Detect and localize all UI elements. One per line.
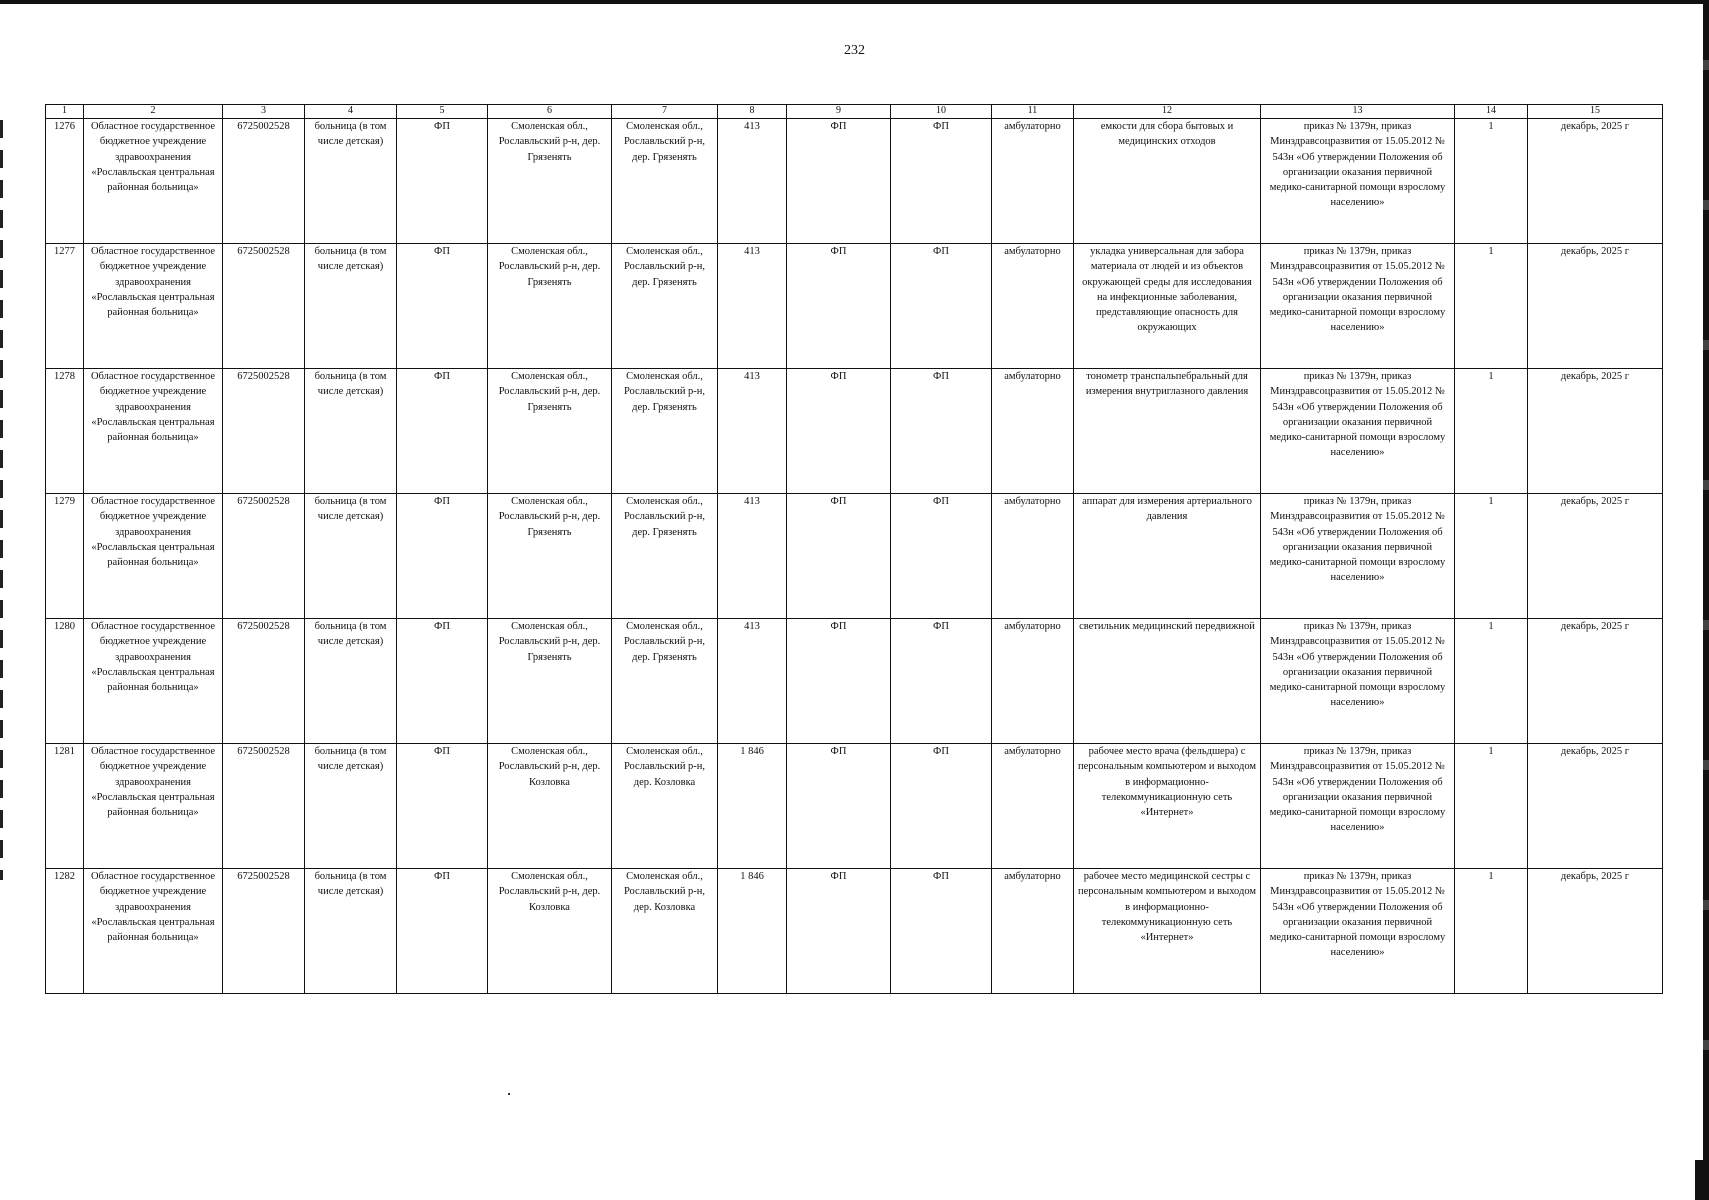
- column-10-value: ФП: [891, 494, 992, 619]
- address-secondary: Смоленская обл., Рославльский р-н, дер. Грязенять: [612, 494, 718, 619]
- unit-kind: ФП: [397, 244, 488, 369]
- address-primary: Смоленская обл., Рославльский р-н, дер. Грязенять: [488, 494, 612, 619]
- due-date: декабрь, 2025 г: [1528, 744, 1663, 869]
- due-date: декабрь, 2025 г: [1528, 369, 1663, 494]
- quantity: 1: [1455, 244, 1528, 369]
- care-condition: амбулаторно: [992, 869, 1074, 994]
- population: 413: [718, 119, 787, 244]
- equipment-name: тонометр транспальпебральный для измерения внутриглазного давления: [1074, 369, 1261, 494]
- facility-type: больница (в том числе детская): [305, 494, 397, 619]
- table-row: [46, 119, 1663, 244]
- column-header: 8: [718, 105, 787, 119]
- column-header: 9: [787, 105, 891, 119]
- table-row: [46, 744, 1663, 869]
- due-date: декабрь, 2025 г: [1528, 494, 1663, 619]
- table-row: [46, 369, 1663, 494]
- quantity: 1: [1455, 119, 1528, 244]
- regulatory-order: приказ № 1379н, приказ Минздравсоцразвития от 15.05.2012 № 543н «Об утверждении Положения об организации оказания первичной медико-санитарной помощи взрослому населению»: [1261, 744, 1455, 869]
- inn-code: 6725002528: [223, 869, 305, 994]
- scan-edge-mark: [1695, 1160, 1709, 1200]
- unit-kind: ФП: [397, 619, 488, 744]
- column-10-value: ФП: [891, 369, 992, 494]
- organization-name: Областное государственное бюджетное учреждение здравоохранения «Рославльская центральная районная больница»: [84, 369, 223, 494]
- column-10-value: ФП: [891, 244, 992, 369]
- column-header: 14: [1455, 105, 1528, 119]
- row-number: 1279: [46, 494, 84, 619]
- address-primary: Смоленская обл., Рославльский р-н, дер. Грязенять: [488, 369, 612, 494]
- quantity: 1: [1455, 494, 1528, 619]
- page-number: 232: [844, 43, 865, 58]
- facility-type: больница (в том числе детская): [305, 869, 397, 994]
- column-header: 4: [305, 105, 397, 119]
- due-date: декабрь, 2025 г: [1528, 619, 1663, 744]
- inn-code: 6725002528: [223, 619, 305, 744]
- equipment-name: рабочее место медицинской сестры с персональным компьютером и выходом в информационно-телекоммуникационную сеть «Интернет»: [1074, 869, 1261, 994]
- column-10-value: ФП: [891, 744, 992, 869]
- table-row: [46, 869, 1663, 994]
- facility-type: больница (в том числе детская): [305, 244, 397, 369]
- quantity: 1: [1455, 869, 1528, 994]
- address-primary: Смоленская обл., Рославльский р-н, дер. Козловка: [488, 869, 612, 994]
- column-9-value: ФП: [787, 119, 891, 244]
- equipment-name: емкости для сбора бытовых и медицинских отходов: [1074, 119, 1261, 244]
- table-row: [46, 619, 1663, 744]
- address-secondary: Смоленская обл., Рославльский р-н, дер. Грязенять: [612, 369, 718, 494]
- care-condition: амбулаторно: [992, 369, 1074, 494]
- address-primary: Смоленская обл., Рославльский р-н, дер. Грязенять: [488, 619, 612, 744]
- care-condition: амбулаторно: [992, 244, 1074, 369]
- table-row: [46, 494, 1663, 619]
- facility-type: больница (в том числе детская): [305, 744, 397, 869]
- column-header: 7: [612, 105, 718, 119]
- facility-type: больница (в том числе детская): [305, 619, 397, 744]
- equipment-name: светильник медицинский передвижной: [1074, 619, 1261, 744]
- inn-code: 6725002528: [223, 244, 305, 369]
- population: 1 846: [718, 744, 787, 869]
- address-secondary: Смоленская обл., Рославльский р-н, дер. Грязенять: [612, 119, 718, 244]
- address-primary: Смоленская обл., Рославльский р-н, дер. Грязенять: [488, 119, 612, 244]
- column-header: 13: [1261, 105, 1455, 119]
- column-header: 15: [1528, 105, 1663, 119]
- scan-speck: [508, 1093, 510, 1095]
- population: 1 846: [718, 869, 787, 994]
- column-header: 6: [488, 105, 612, 119]
- unit-kind: ФП: [397, 744, 488, 869]
- header-row: [46, 105, 1663, 119]
- column-header: 3: [223, 105, 305, 119]
- scan-edge-right: [1703, 0, 1709, 1200]
- regulatory-order: приказ № 1379н, приказ Минздравсоцразвития от 15.05.2012 № 543н «Об утверждении Положения об организации оказания первичной медико-санитарной помощи взрослому населению»: [1261, 369, 1455, 494]
- column-9-value: ФП: [787, 744, 891, 869]
- facility-type: больница (в том числе детская): [305, 119, 397, 244]
- unit-kind: ФП: [397, 494, 488, 619]
- column-9-value: ФП: [787, 244, 891, 369]
- row-number: 1281: [46, 744, 84, 869]
- column-header: 5: [397, 105, 488, 119]
- column-header: 11: [992, 105, 1074, 119]
- population: 413: [718, 494, 787, 619]
- population: 413: [718, 619, 787, 744]
- address-secondary: Смоленская обл., Рославльский р-н, дер. Грязенять: [612, 244, 718, 369]
- column-header: 12: [1074, 105, 1261, 119]
- care-condition: амбулаторно: [992, 119, 1074, 244]
- quantity: 1: [1455, 744, 1528, 869]
- organization-name: Областное государственное бюджетное учреждение здравоохранения «Рославльская центральная районная больница»: [84, 619, 223, 744]
- regulatory-order: приказ № 1379н, приказ Минздравсоцразвития от 15.05.2012 № 543н «Об утверждении Положения об организации оказания первичной медико-санитарной помощи взрослому населению»: [1261, 869, 1455, 994]
- unit-kind: ФП: [397, 869, 488, 994]
- table-row: [46, 244, 1663, 369]
- organization-name: Областное государственное бюджетное учреждение здравоохранения «Рославльская центральная районная больница»: [84, 494, 223, 619]
- population: 413: [718, 369, 787, 494]
- equipment-name: рабочее место врача (фельдшера) с персональным компьютером и выходом в информационно-телекоммуникационную сеть «Интернет»: [1074, 744, 1261, 869]
- column-9-value: ФП: [787, 869, 891, 994]
- regulatory-order: приказ № 1379н, приказ Минздравсоцразвития от 15.05.2012 № 543н «Об утверждении Положения об организации оказания первичной медико-санитарной помощи взрослому населению»: [1261, 244, 1455, 369]
- column-10-value: ФП: [891, 619, 992, 744]
- due-date: декабрь, 2025 г: [1528, 869, 1663, 994]
- due-date: декабрь, 2025 г: [1528, 119, 1663, 244]
- population: 413: [718, 244, 787, 369]
- equipment-name: аппарат для измерения артериального давления: [1074, 494, 1261, 619]
- address-primary: Смоленская обл., Рославльский р-н, дер. Грязенять: [488, 244, 612, 369]
- column-9-value: ФП: [787, 369, 891, 494]
- equipment-name: укладка универсальная для забора материала от людей и из объектов окружающей среды для исследования на инфекционные заболевания, представляющие опасность для окружающих: [1074, 244, 1261, 369]
- address-secondary: Смоленская обл., Рославльский р-н, дер. Грязенять: [612, 619, 718, 744]
- address-secondary: Смоленская обл., Рославльский р-н, дер. Козловка: [612, 744, 718, 869]
- care-condition: амбулаторно: [992, 744, 1074, 869]
- column-9-value: ФП: [787, 619, 891, 744]
- organization-name: Областное государственное бюджетное учреждение здравоохранения «Рославльская центральная районная больница»: [84, 244, 223, 369]
- row-number: 1276: [46, 119, 84, 244]
- inn-code: 6725002528: [223, 494, 305, 619]
- inn-code: 6725002528: [223, 369, 305, 494]
- column-header: 10: [891, 105, 992, 119]
- scan-edge-top: [0, 0, 1709, 4]
- unit-kind: ФП: [397, 369, 488, 494]
- inn-code: 6725002528: [223, 119, 305, 244]
- unit-kind: ФП: [397, 119, 488, 244]
- quantity: 1: [1455, 619, 1528, 744]
- regulatory-order: приказ № 1379н, приказ Минздравсоцразвития от 15.05.2012 № 543н «Об утверждении Положения об организации оказания первичной медико-санитарной помощи взрослому населению»: [1261, 494, 1455, 619]
- facility-type: больница (в том числе детская): [305, 369, 397, 494]
- address-primary: Смоленская обл., Рославльский р-н, дер. Козловка: [488, 744, 612, 869]
- due-date: декабрь, 2025 г: [1528, 244, 1663, 369]
- care-condition: амбулаторно: [992, 619, 1074, 744]
- row-number: 1278: [46, 369, 84, 494]
- column-header: 1: [46, 105, 84, 119]
- register-table: [45, 104, 1663, 994]
- care-condition: амбулаторно: [992, 494, 1074, 619]
- column-9-value: ФП: [787, 494, 891, 619]
- inn-code: 6725002528: [223, 744, 305, 869]
- scan-edge-left: [0, 120, 3, 880]
- regulatory-order: приказ № 1379н, приказ Минздравсоцразвития от 15.05.2012 № 543н «Об утверждении Положения об организации оказания первичной медико-санитарной помощи взрослому населению»: [1261, 619, 1455, 744]
- organization-name: Областное государственное бюджетное учреждение здравоохранения «Рославльская центральная районная больница»: [84, 869, 223, 994]
- address-secondary: Смоленская обл., Рославльский р-н, дер. Козловка: [612, 869, 718, 994]
- quantity: 1: [1455, 369, 1528, 494]
- column-10-value: ФП: [891, 119, 992, 244]
- row-number: 1277: [46, 244, 84, 369]
- row-number: 1282: [46, 869, 84, 994]
- organization-name: Областное государственное бюджетное учреждение здравоохранения «Рославльская центральная районная больница»: [84, 744, 223, 869]
- column-header: 2: [84, 105, 223, 119]
- row-number: 1280: [46, 619, 84, 744]
- column-10-value: ФП: [891, 869, 992, 994]
- organization-name: Областное государственное бюджетное учреждение здравоохранения «Рославльская центральная районная больница»: [84, 119, 223, 244]
- regulatory-order: приказ № 1379н, приказ Минздравсоцразвития от 15.05.2012 № 543н «Об утверждении Положения об организации оказания первичной медико-санитарной помощи взрослому населению»: [1261, 119, 1455, 244]
